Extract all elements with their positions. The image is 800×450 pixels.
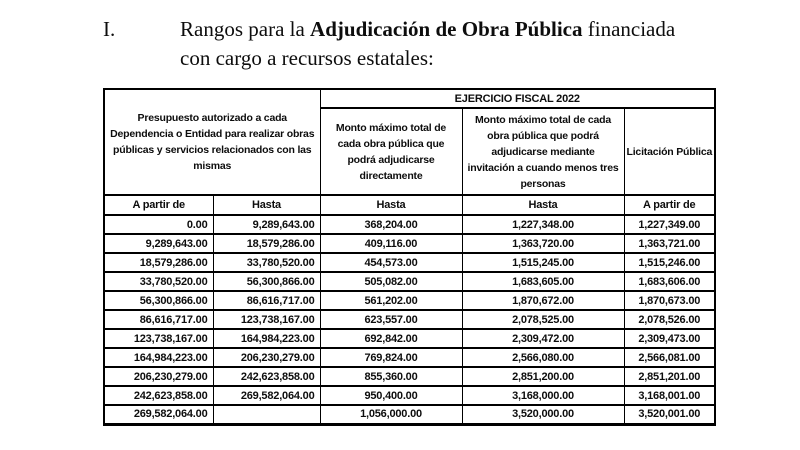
subheader-public-bid-cell: A partir de — [624, 195, 715, 215]
public-bid-cell: 3,168,001.00 — [624, 386, 715, 405]
subheader-from-cell: A partir de — [104, 195, 213, 215]
title-line1-bold: Adjudicación de Obra Pública — [310, 17, 583, 41]
table-row — [104, 405, 715, 424]
public-bid-cell: 2,078,526.00 — [624, 310, 715, 329]
table-row — [104, 348, 715, 367]
budget-header-cell: Presupuesto autorizado a cada Dependencia o Entidad para realizar obras públicas y servicios relacionados con las mismas — [104, 89, 320, 195]
range-to-cell: 56,300,866.00 — [213, 272, 320, 291]
direct-award-cell: 950,400.00 — [320, 386, 462, 405]
range-from-cell: 33,780,520.00 — [104, 272, 213, 291]
range-from-cell: 164,984,223.00 — [104, 348, 213, 367]
table-body — [104, 215, 715, 424]
direct-award-cell: 454,573.00 — [320, 253, 462, 272]
invitation-cell: 2,851,200.00 — [462, 367, 624, 386]
range-from-cell: 56,300,866.00 — [104, 291, 213, 310]
direct-award-cell: 368,204.00 — [320, 215, 462, 234]
invitation-cell: 2,566,080.00 — [462, 348, 624, 367]
section-title — [103, 15, 743, 73]
direct-award-cell: 855,360.00 — [320, 367, 462, 386]
header-row-fiscal — [104, 89, 715, 108]
public-bid-cell: 2,309,473.00 — [624, 329, 715, 348]
range-from-cell: 206,230,279.00 — [104, 367, 213, 386]
range-from-cell: 242,623,858.00 — [104, 386, 213, 405]
title-line2: con cargo a recursos estatales: — [180, 46, 434, 70]
invitation-cell: 2,078,525.00 — [462, 310, 624, 329]
title-line1-post: financiada — [582, 17, 676, 41]
range-to-cell: 123,738,167.00 — [213, 310, 320, 329]
public-bid-header-cell: Licitación Pública — [624, 108, 715, 195]
range-to-cell: 164,984,223.00 — [213, 329, 320, 348]
fiscal-year-header-cell: EJERCICIO FISCAL 2022 — [320, 89, 715, 108]
range-from-cell: 0.00 — [104, 215, 213, 234]
range-from-cell: 123,738,167.00 — [104, 329, 213, 348]
direct-award-cell: 409,116.00 — [320, 234, 462, 253]
invitation-cell: 3,520,000.00 — [462, 405, 624, 424]
table-row — [104, 329, 715, 348]
range-to-cell — [213, 405, 320, 424]
table-row — [104, 386, 715, 405]
table-row — [104, 253, 715, 272]
direct-award-cell: 1,056,000.00 — [320, 405, 462, 424]
range-from-cell: 18,579,286.00 — [104, 253, 213, 272]
range-to-cell: 9,289,643.00 — [213, 215, 320, 234]
direct-award-header-cell: Monto máximo total de cada obra pública que podrá adjudicarse directamente — [320, 108, 462, 195]
range-to-cell: 86,616,717.00 — [213, 291, 320, 310]
range-to-cell: 269,582,064.00 — [213, 386, 320, 405]
title-line1-pre: Rangos para la — [180, 17, 311, 41]
table-row — [104, 234, 715, 253]
public-bid-cell: 1,515,246.00 — [624, 253, 715, 272]
table-row — [104, 215, 715, 234]
adjudication-ranges-table — [103, 88, 716, 426]
direct-award-cell: 561,202.00 — [320, 291, 462, 310]
subheader-invitation-cell: Hasta — [462, 195, 624, 215]
range-to-cell: 206,230,279.00 — [213, 348, 320, 367]
public-bid-cell: 1,227,349.00 — [624, 215, 715, 234]
range-to-cell: 33,780,520.00 — [213, 253, 320, 272]
range-to-cell: 242,623,858.00 — [213, 367, 320, 386]
invitation-cell: 1,363,720.00 — [462, 234, 624, 253]
direct-award-cell: 623,557.00 — [320, 310, 462, 329]
range-from-cell: 86,616,717.00 — [104, 310, 213, 329]
direct-award-cell: 769,824.00 — [320, 348, 462, 367]
public-bid-cell: 1,870,673.00 — [624, 291, 715, 310]
public-bid-cell: 3,520,001.00 — [624, 405, 715, 424]
invitation-cell: 1,870,672.00 — [462, 291, 624, 310]
range-to-cell: 18,579,286.00 — [213, 234, 320, 253]
direct-award-cell: 505,082.00 — [320, 272, 462, 291]
invitation-cell: 1,515,245.00 — [462, 253, 624, 272]
invitation-cell: 3,168,000.00 — [462, 386, 624, 405]
section-title-text — [180, 15, 743, 73]
public-bid-cell: 1,683,606.00 — [624, 272, 715, 291]
range-from-cell: 269,582,064.00 — [104, 405, 213, 424]
subheader-row — [104, 195, 715, 215]
direct-award-cell: 692,842.00 — [320, 329, 462, 348]
section-numeral: I. — [103, 17, 116, 41]
table-row — [104, 310, 715, 329]
subheader-to-cell: Hasta — [213, 195, 320, 215]
public-bid-cell: 1,363,721.00 — [624, 234, 715, 253]
public-bid-cell: 2,851,201.00 — [624, 367, 715, 386]
invitation-header-cell: Monto máximo total de cada obra pública que podrá adjudicarse mediante invitación a cuando menos tres personas — [462, 108, 624, 195]
invitation-cell: 1,683,605.00 — [462, 272, 624, 291]
invitation-cell: 1,227,348.00 — [462, 215, 624, 234]
table-row — [104, 291, 715, 310]
table-row — [104, 272, 715, 291]
subheader-direct-cell: Hasta — [320, 195, 462, 215]
range-from-cell: 9,289,643.00 — [104, 234, 213, 253]
public-bid-cell: 2,566,081.00 — [624, 348, 715, 367]
table-row — [104, 367, 715, 386]
invitation-cell: 2,309,472.00 — [462, 329, 624, 348]
